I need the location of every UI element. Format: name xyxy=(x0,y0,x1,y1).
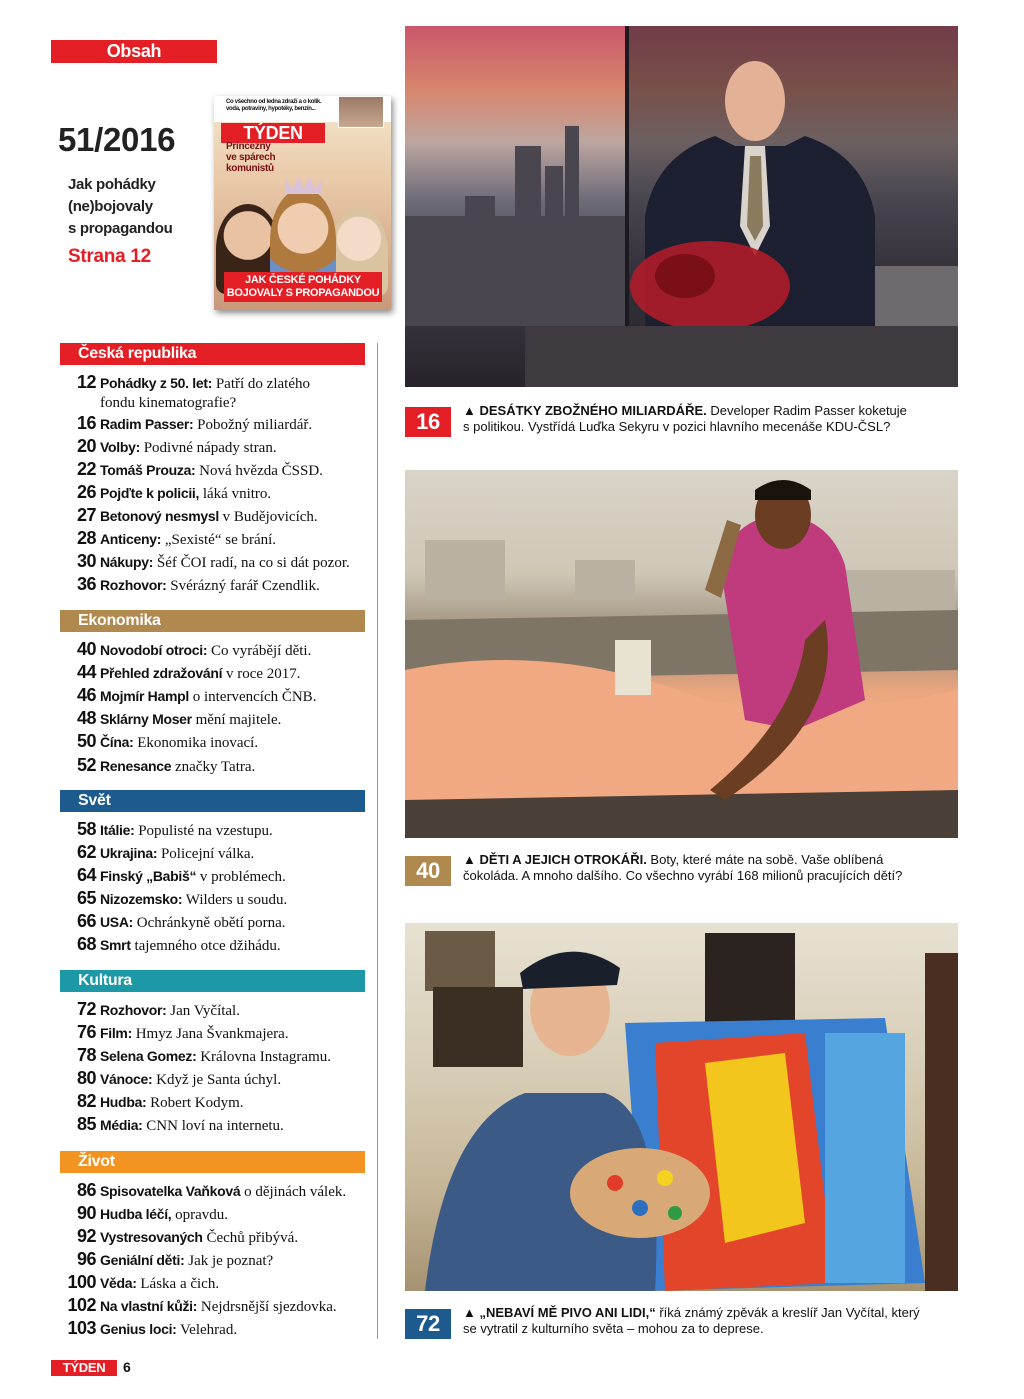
section-header-zivot: Život xyxy=(60,1151,365,1173)
toc-entry[interactable]: 52 Renesance značky Tatra. xyxy=(76,755,256,775)
toc-entry[interactable]: 86 Spisovatelka Vaňková o dějinách válek. xyxy=(76,1180,347,1200)
footer-logo: TÝDEN xyxy=(51,1360,117,1376)
toc-entry[interactable]: 78 Selena Gomez: Královna Instagramu. xyxy=(76,1045,332,1065)
toc-entry[interactable]: 64 Finský „Babiš“ v problémech. xyxy=(76,865,286,885)
toc-entry[interactable]: 100 Věda: Láska a čich. xyxy=(67,1272,220,1292)
toc-entry[interactable]: 72 Rozhovor: Jan Vyčítal. xyxy=(76,999,240,1019)
feature-photo-vycital[interactable] xyxy=(405,923,958,1291)
feature-page-number: 16 xyxy=(405,407,451,437)
feature-photo-child-labour[interactable] xyxy=(405,470,958,838)
issue-number: 51/2016 xyxy=(58,121,176,158)
cover-story-page[interactable]: Strana 12 xyxy=(68,246,151,267)
section-header-svet: Svět xyxy=(60,790,365,812)
feature-page-number: 72 xyxy=(405,1309,451,1339)
toc-entry[interactable]: 50 Čína: Ekonomika inovací. xyxy=(76,731,259,751)
toc-entry[interactable]: 62 Ukrajina: Policejní válka. xyxy=(76,842,255,862)
toc-entry[interactable]: 80 Vánoce: Když je Santa úchyl. xyxy=(76,1068,282,1088)
toc-entry[interactable]: 12 Pohádky z 50. let: Patří do zlatého fondu kinematografie? xyxy=(76,372,310,411)
toc-entry[interactable]: 30 Nákupy: Šéf ČOI radí, na co si dát pozor. xyxy=(76,551,350,571)
toc-entry[interactable]: 44 Přehled zdražování v roce 2017. xyxy=(76,662,301,682)
column-divider xyxy=(377,343,378,1339)
toc-entry[interactable]: 82 Hudba: Robert Kodym. xyxy=(76,1091,244,1111)
cover-subtitle-line: Princezny xyxy=(226,141,271,152)
feature-caption-text: ▲ DESÁTKY ZBOŽNÉHO MILIARDÁŘE. Developer Radim Passer koketuje s politikou. Vystřídá Luďka Sekyru v pozici hlavního mecenáše KDU-ČSL? xyxy=(463,403,907,434)
cover-portrait-image xyxy=(338,96,384,128)
toc-entry[interactable]: 46 Mojmír Hampl o intervencích ČNB. xyxy=(76,685,317,705)
feature-caption-text: ▲ DĚTI A JEJICH OTROKÁŘI. Boty, které máte na sobě. Vaše oblíbená čokoláda. A mnoho dalšího. Co všechno vyrábí 168 milionů pracujících dětí? xyxy=(463,852,903,883)
cover-banner-line: BOJOVALY S PROPAGANDOU xyxy=(226,287,380,299)
feature-photo-passer[interactable] xyxy=(405,26,958,387)
cover-subtitle-line: komunistů xyxy=(226,163,274,174)
toc-entry[interactable]: 103 Genius loci: Velehrad. xyxy=(67,1318,238,1338)
cover-story-line: (ne)bojovaly xyxy=(68,198,153,215)
cover-banner xyxy=(224,272,382,302)
cover-subtitle-line: ve spárech xyxy=(226,152,276,163)
painter-studio-illustration xyxy=(405,923,958,1291)
cover-logo: TÝDEN xyxy=(221,123,325,143)
toc-entry[interactable]: 48 Sklárny Moser mění majitele. xyxy=(76,708,282,728)
toc-entry[interactable]: 76 Film: Hmyz Jana Švankmajera. xyxy=(76,1022,289,1042)
office-sunset-illustration xyxy=(405,26,958,387)
cover-story-description xyxy=(68,174,208,240)
toc-entry[interactable]: 90 Hudba léčí, opravdu. xyxy=(76,1203,229,1223)
toc-entry[interactable]: 16 Radim Passer: Pobožný miliardář. xyxy=(76,413,313,433)
toc-entry[interactable]: 96 Geniální děti: Jak je poznat? xyxy=(76,1249,274,1269)
cover-subtitle xyxy=(226,141,296,174)
tannery-rooftop-illustration xyxy=(405,470,958,838)
section-header-ceska-republika: Česká republika xyxy=(60,343,365,365)
feature-page-number: 40 xyxy=(405,856,451,886)
toc-entry[interactable]: 66 USA: Ochránkyně obětí porna. xyxy=(76,911,286,931)
toc-entry[interactable]: 26 Pojďte k policii, láká vnitro. xyxy=(76,482,272,502)
magazine-cover-thumbnail[interactable] xyxy=(214,96,391,310)
cover-story-line: s propagandou xyxy=(68,220,173,237)
cover-story-line: Jak pohádky xyxy=(68,176,156,193)
page-number: 6 xyxy=(123,1359,131,1375)
toc-entry[interactable]: 102 Na vlastní kůži: Nejdrsnější sjezdovka. xyxy=(67,1295,337,1315)
toc-entry[interactable]: 68 Smrt tajemného otce džihádu. xyxy=(76,934,281,954)
cover-teaser: Co všechno od ledna zdraží a o kolik. voda, potraviny, hypotéky, benzín... xyxy=(226,99,322,112)
cover-banner-line: JAK ČESKÉ POHÁDKY xyxy=(245,274,361,286)
toc-entry[interactable]: 40 Novodobí otroci: Co vyrábějí děti. xyxy=(76,639,312,659)
section-header-kultura: Kultura xyxy=(60,970,365,992)
toc-entry[interactable]: 28 Anticeny: „Sexisté“ se brání. xyxy=(76,528,277,548)
toc-entry[interactable]: 85 Média: CNN loví na internetu. xyxy=(76,1114,284,1134)
toc-entry[interactable]: 36 Rozhovor: Svérázný farář Czendlik. xyxy=(76,574,320,594)
section-header-ekonomika: Ekonomika xyxy=(60,610,365,632)
crown-icon xyxy=(286,176,322,194)
toc-entry[interactable]: 65 Nizozemsko: Wilders u soudu. xyxy=(76,888,288,908)
toc-entry[interactable]: 20 Volby: Podivné nápady stran. xyxy=(76,436,277,456)
feature-caption-text: ▲ „NEBAVÍ MĚ PIVO ANI LIDI,“ říká známý zpěvák a kreslíř Jan Vyčítal, který se vytratil z kulturního světa – mohou za to deprese. xyxy=(463,1305,920,1336)
toc-entry[interactable]: 92 Vystresovaných Čechů přibývá. xyxy=(76,1226,299,1246)
section-header-obsah: Obsah xyxy=(51,40,217,63)
toc-entry[interactable]: 58 Itálie: Populisté na vzestupu. xyxy=(76,819,273,839)
toc-entry[interactable]: 27 Betonový nesmysl v Budějovicích. xyxy=(76,505,318,525)
toc-entry[interactable]: 22 Tomáš Prouza: Nová hvězda ČSSD. xyxy=(76,459,323,479)
